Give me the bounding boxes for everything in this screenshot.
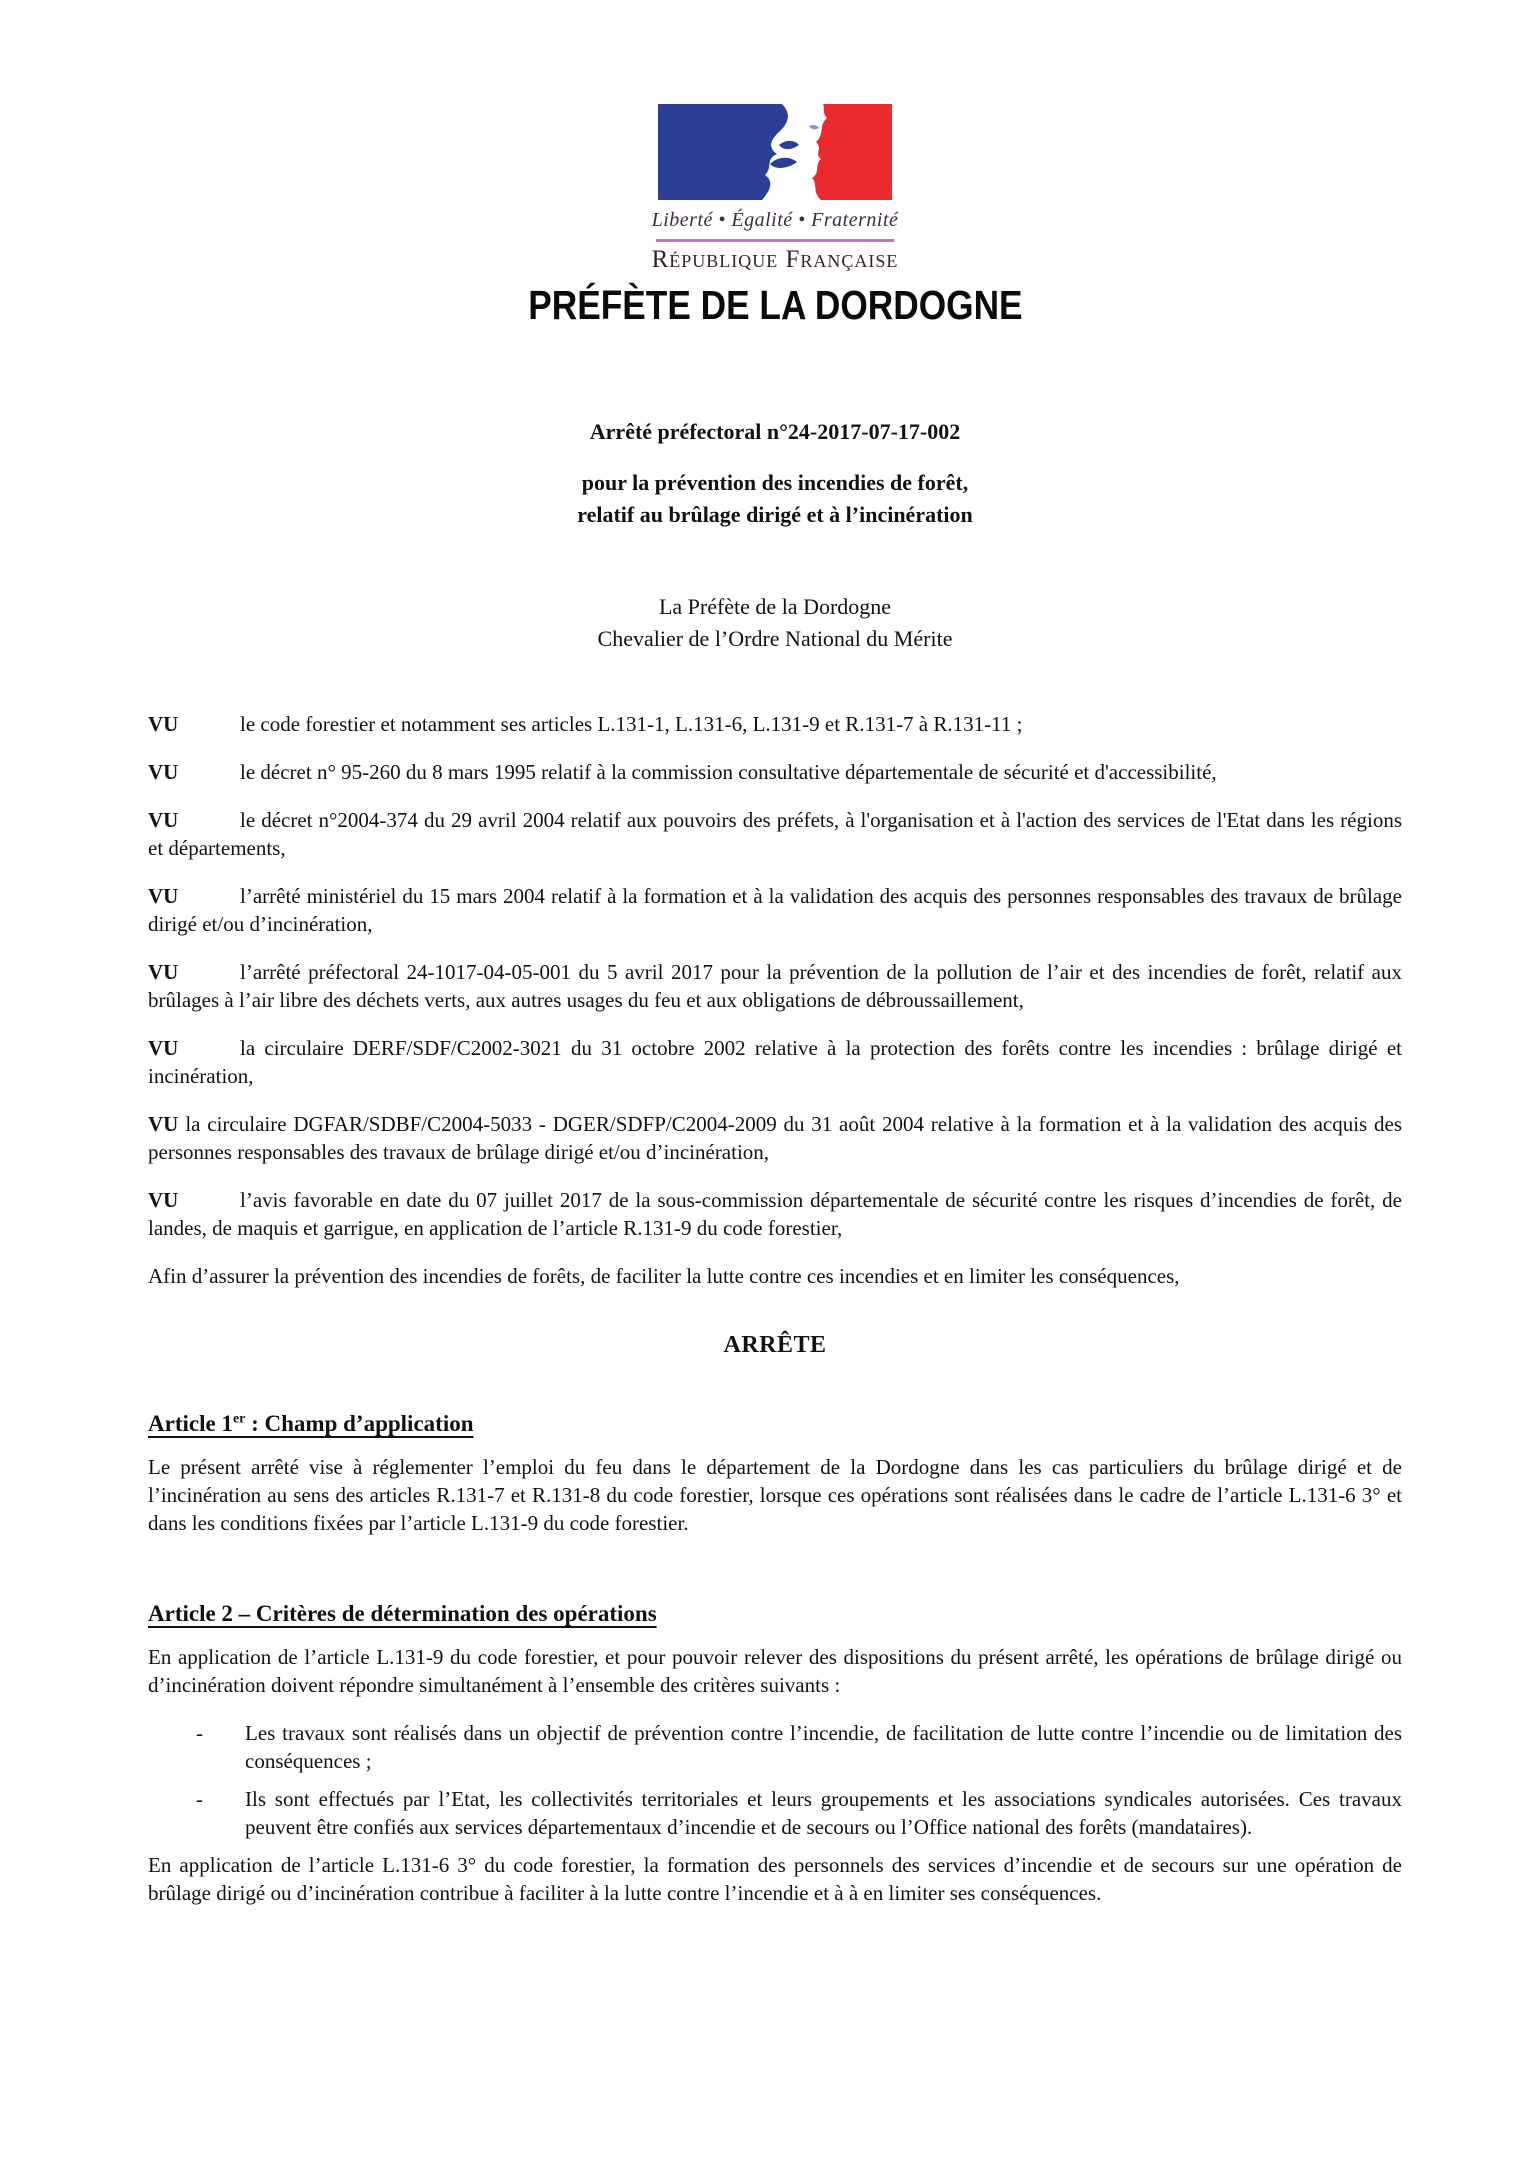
criteria-text: Ils sont effectués par l’Etat, les collectivités territoriales et leurs groupements et les associations syndicales autorisées. Ces travaux peuvent être confiés aux services départementaux d’incendie et de secours ou l’Office national des forêts (mandataires). (245, 1787, 1402, 1839)
criteria-list (148, 1719, 1402, 1841)
decree-subtitle-line1: pour la prévention des incendies de forêt, (581, 470, 969, 495)
vu-label: VU (148, 1036, 179, 1060)
visa-section (148, 710, 1402, 1290)
vu-label: VU (148, 760, 179, 784)
visa-text: la circulaire DGFAR/SDBF/C2004-5033 - DGER/SDFP/C2004-2009 du 31 août 2004 relative à la formation et à la validation des acquis des personnes responsables des travaux de brûlage dirigé et/ou d’incinération, (148, 1112, 1402, 1164)
criteria-item (148, 1719, 1402, 1775)
visa-text: le décret n°2004-374 du 29 avril 2004 relatif aux pouvoirs des préfets, à l'organisation et à l'action des services de l'Etat dans les régions et départements, (148, 808, 1402, 860)
visa-paragraph (148, 710, 1402, 738)
article-1-heading-post: : Champ d’application (245, 1411, 474, 1436)
logo-republic-label: République Française (651, 246, 899, 273)
article-2-intro: En application de l’article L.131-9 du code forestier, et pour pouvoir relever des dispositions du présent arrêté, les opérations de brûlage dirigé ou d’incinération doivent répondre simultanément à l’ensemble des critères suivants : (148, 1645, 1402, 1697)
vu-label: VU (148, 960, 179, 984)
article-1-paragraph: Le présent arrêté vise à réglementer l’emploi du feu dans le département de la Dordogne dans les cas particuliers du brûlage dirigé et de l’incinération au sens des articles R.131-7 et R.131-8 du code forestier, lorsque ces opérations sont réalisées dans le cadre de l’article L.131-6 3° et dans les conditions fixées par l’article L.131-9 du code forestier. (148, 1455, 1402, 1535)
prefecture-title (148, 282, 1402, 329)
visa-text: le code forestier et notamment ses articles L.131-1, L.131-6, L.131-9 et R.131-7 à R.131-11 ; (240, 712, 1023, 736)
criteria-item (148, 1785, 1402, 1841)
visa-text: le décret n° 95-260 du 8 mars 1995 relatif à la commission consultative départementale de sécurité et d'accessibilité, (240, 760, 1217, 784)
marianne-flag-icon (658, 104, 892, 200)
visa-paragraph (148, 1034, 1402, 1090)
article-1-heading (148, 1411, 1402, 1437)
issuer-line2: Chevalier de l’Ordre National du Mérite (597, 626, 953, 651)
vu-label: VU (148, 808, 179, 832)
visa-paragraph (148, 758, 1402, 786)
visa-paragraph (148, 882, 1402, 938)
arrete-heading: ARRÊTE (723, 1332, 827, 1358)
article-2 (148, 1601, 1402, 1907)
preamble-paragraph: Afin d’assurer la prévention des incendies de forêts, de faciliter la lutte contre ces incendies et en limiter les conséquences, (148, 1264, 1180, 1288)
prefecture-title-text: PRÉFÈTE DE LA DORDOGNE (527, 282, 1023, 328)
vu-label: VU (148, 884, 179, 908)
article-2-heading (148, 1601, 1402, 1627)
article-2-closing: En application de l’article L.131-6 3° du code forestier, la formation des personnels des services d’incendie et de secours sur une opération de brûlage dirigé ou d’incinération contribue à faciliter à la lutte contre l’incendie et à à en limiter ses conséquences. (148, 1853, 1402, 1905)
decree-subtitle (148, 467, 1402, 531)
vu-label: VU (148, 1188, 179, 1212)
visa-text: l’arrêté préfectoral 24-1017-04-05-001 du 5 avril 2017 pour la prévention de la pollution de l’air et des incendies de forêt, relatif aux brûlages à l’air libre des déchets verts, aux autres usages du feu et aux obligations de débroussaillement, (148, 960, 1402, 1012)
vu-label: VU (148, 1112, 179, 1136)
vu-label: VU (148, 712, 179, 736)
article-1-heading-pre: Article 1 (148, 1411, 233, 1436)
issuer-line1: La Préfète de la Dordogne (658, 594, 892, 619)
decree-number: Arrêté préfectoral n°24-2017-07-17-002 (589, 419, 961, 444)
decree-subtitle-line2: relatif au brûlage dirigé et à l’incinération (577, 502, 973, 527)
visa-text: l’arrêté ministériel du 15 mars 2004 relatif à la formation et à la validation des acquis des personnes responsables des travaux de brûlage dirigé et/ou d’incinération, (148, 884, 1402, 936)
visa-paragraph (148, 958, 1402, 1014)
bullet-dash: - (196, 1721, 203, 1745)
visa-paragraph (148, 806, 1402, 862)
issuer-block (148, 591, 1402, 655)
visa-text: l’avis favorable en date du 07 juillet 2017 de la sous-commission départementale de sécurité contre les risques d’incendies de forêt, de landes, de maquis et garrigue, en application de l’article R.131-9 du code forestier, (148, 1188, 1402, 1240)
bullet-dash: - (196, 1787, 203, 1811)
criteria-text: Les travaux sont réalisés dans un objectif de prévention contre l’incendie, de facilitation de lutte contre l’incendie ou de limitation des conséquences ; (245, 1721, 1402, 1773)
visa-paragraph (148, 1110, 1402, 1166)
visa-paragraph (148, 1186, 1402, 1242)
article-2-heading-pre: Article 2 – Critères de détermination des opérations (148, 1601, 657, 1626)
visa-text: la circulaire DERF/SDF/C2002-3021 du 31 octobre 2002 relative à la protection des forêts contre les incendies : brûlage dirigé et incinération, (148, 1036, 1402, 1088)
article-1 (148, 1411, 1402, 1537)
article-1-heading-sup: er (232, 1411, 246, 1427)
republique-francaise-logo (148, 104, 1402, 274)
logo-motto: Liberté • Égalité • Fraternité (651, 209, 899, 231)
logo-divider (656, 239, 894, 242)
